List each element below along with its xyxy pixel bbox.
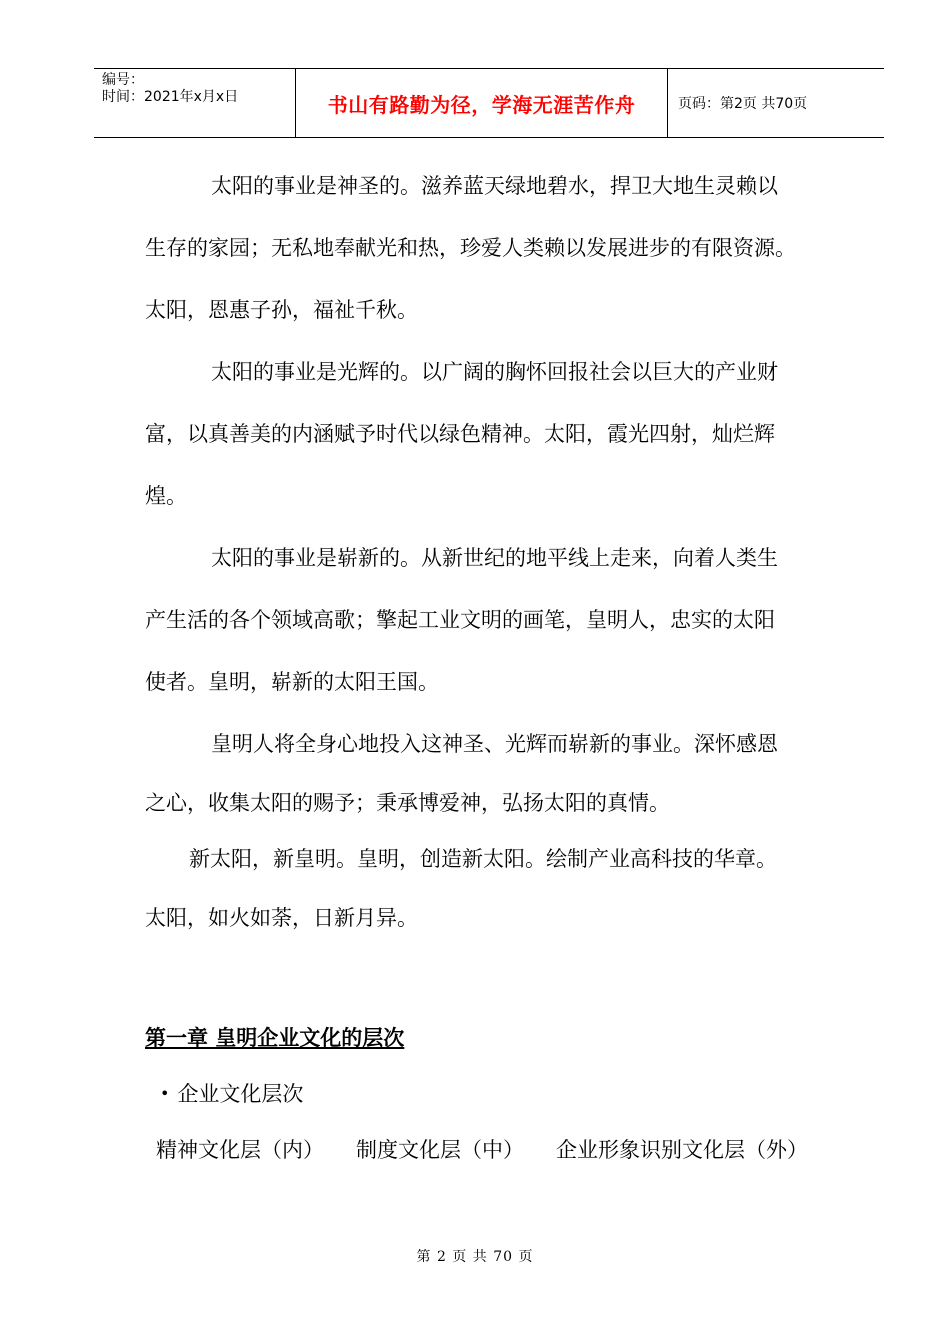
layer-inner: 精神文化层（内） — [156, 1138, 324, 1162]
header-meta — [94, 69, 295, 137]
paragraph-line: 太阳，恩惠子孙，福祉千秋。 — [145, 298, 418, 322]
number-label: 编号： — [102, 72, 144, 88]
chapter-title: 第一章 皇明企业文化的层次 — [145, 1026, 405, 1050]
page-header — [94, 68, 884, 138]
layer-middle: 制度文化层（中） — [356, 1138, 524, 1162]
paragraph-line: 使者。皇明，崭新的太阳王国。 — [145, 670, 439, 694]
bullet-item — [160, 1078, 303, 1108]
bullet-text: 企业文化层次 — [177, 1082, 304, 1106]
header-page-label: 页码：第2页 共70页 — [678, 96, 808, 112]
paragraph-line: 富，以真善美的内涵赋予时代以绿色精神。太阳，霞光四射，灿烂辉 — [145, 422, 775, 446]
paragraph: 皇明人将全身心地投入这神圣、光辉而崭新的事业。深怀感恩 — [211, 732, 778, 756]
paragraph: 太阳的事业是光辉的。以广阔的胸怀回报社会以巨大的产业财 — [211, 360, 778, 384]
paragraph-line: 太阳，如火如荼，日新月异。 — [145, 906, 418, 930]
body-text — [145, 155, 845, 949]
paragraph-line: 煌。 — [145, 484, 187, 508]
page-footer: 第 2 页 共 70 页 — [416, 1249, 534, 1265]
header-motto: 书山有路勤为径，学海无涯苦作舟 — [295, 69, 668, 137]
paragraph-line: 产生活的各个领域高歌；擎起工业文明的画笔，皇明人，忠实的太阳 — [145, 608, 775, 632]
layer-outer: 企业形象识别文化层（外） — [556, 1138, 808, 1162]
paragraph-line: 之心，收集太阳的赐予；秉承博爱神，弘扬太阳的真情。 — [145, 791, 670, 815]
bullet-icon: • — [160, 1084, 170, 1103]
culture-layers — [156, 1134, 808, 1164]
time-label: 时间：2021年x月x日 — [102, 89, 239, 105]
paragraph: 太阳的事业是神圣的。滋养蓝天绿地碧水，捍卫大地生灵赖以 — [211, 174, 778, 198]
paragraph: 新太阳，新皇明。皇明，创造新太阳。绘制产业高科技的华章。 — [189, 847, 777, 871]
paragraph-line: 生存的家园；无私地奉献光和热，珍爱人类赖以发展进步的有限资源。 — [145, 236, 796, 260]
paragraph: 太阳的事业是崭新的。从新世纪的地平线上走来，向着人类生 — [211, 546, 778, 570]
